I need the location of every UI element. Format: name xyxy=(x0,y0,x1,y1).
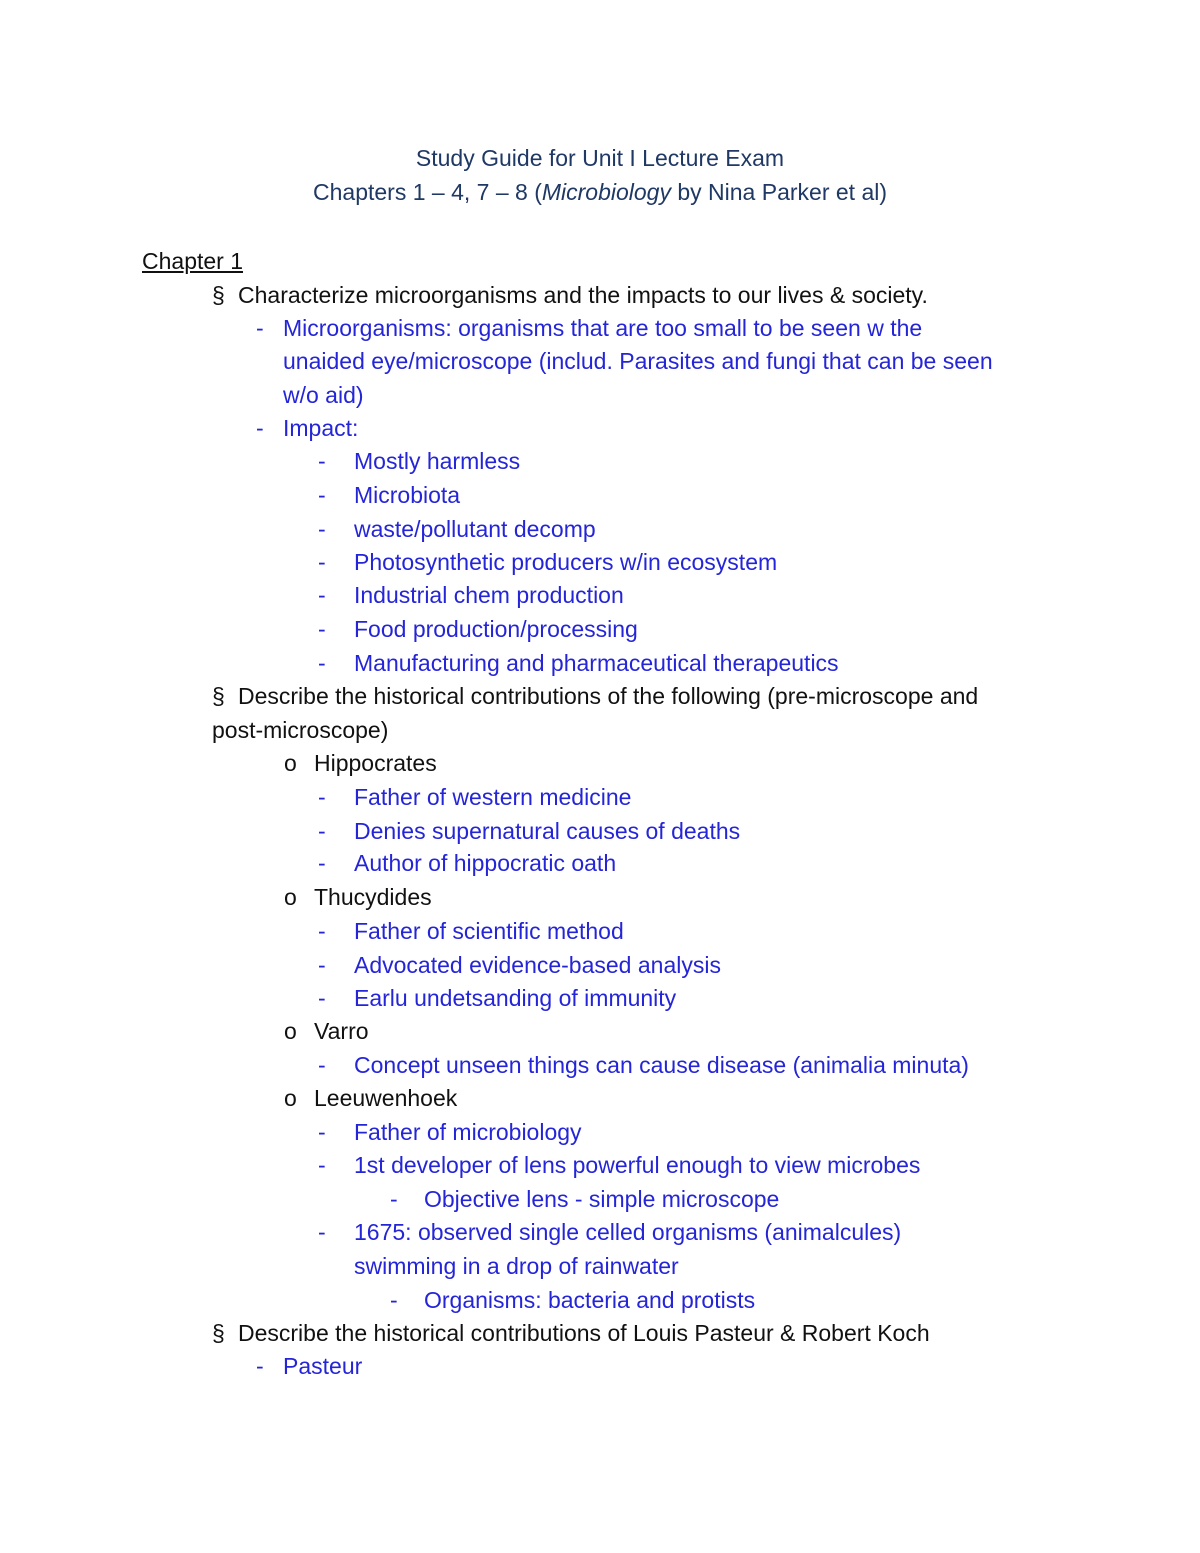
dash-marker: - xyxy=(256,315,264,341)
continuation-text: post-microscope) xyxy=(212,717,389,743)
item-text: Leeuwenhoek xyxy=(314,1085,458,1111)
dash-marker: - xyxy=(318,1119,326,1145)
dash-marker: - xyxy=(318,1219,326,1245)
doc-subtitle xyxy=(0,179,1200,206)
subtitle-prefix: Chapters 1 – 4, 7 – 8 ( xyxy=(313,179,542,205)
continuation-text: swimming in a drop of rainwater xyxy=(354,1253,679,1279)
item-text: Industrial chem production xyxy=(354,582,624,608)
subtitle-suffix: by Nina Parker et al) xyxy=(670,179,887,205)
item-text: Father of microbiology xyxy=(354,1119,582,1145)
item-text: Concept unseen things can cause disease (animalia minuta) xyxy=(354,1052,969,1078)
item-text: Food production/processing xyxy=(354,616,638,642)
chapter-heading: Chapter 1 xyxy=(142,248,244,274)
dash-marker: - xyxy=(318,448,326,474)
dash-marker: - xyxy=(256,415,264,441)
item-text: Describe the historical contributions of the following (pre-microscope and xyxy=(238,683,979,709)
dash-marker: - xyxy=(256,1353,264,1379)
sub-marker: o xyxy=(284,1018,297,1044)
item-text: Thucydides xyxy=(314,884,432,910)
dash-marker: - xyxy=(318,582,326,608)
dash-marker: - xyxy=(318,952,326,978)
item-text: Advocated evidence-based analysis xyxy=(354,952,721,978)
dash-marker: - xyxy=(318,918,326,944)
dash-marker: - xyxy=(318,985,326,1011)
item-text: Microbiota xyxy=(354,482,461,508)
item-text: Father of western medicine xyxy=(354,784,632,810)
item-text: Describe the historical contributions of Louis Pasteur & Robert Koch xyxy=(238,1320,930,1346)
dash-marker: - xyxy=(318,549,326,575)
continuation-text: w/o aid) xyxy=(283,382,364,408)
dash-marker: - xyxy=(318,482,326,508)
item-text: Hippocrates xyxy=(314,750,437,776)
dash-marker: - xyxy=(318,1152,326,1178)
item-text: Characterize microorganisms and the impacts to our lives & society. xyxy=(238,282,928,308)
section-marker: § xyxy=(212,282,225,308)
dash-marker: - xyxy=(318,1052,326,1078)
item-text: 1675: observed single celled organisms (animalcules) xyxy=(354,1219,902,1245)
sub-marker: o xyxy=(284,1085,297,1111)
item-text: Father of scientific method xyxy=(354,918,624,944)
dash-marker: - xyxy=(318,784,326,810)
item-text: Pasteur xyxy=(283,1353,363,1379)
item-text: Objective lens - simple microscope xyxy=(424,1186,780,1212)
book-title: Microbiology xyxy=(541,179,671,205)
item-text: Denies supernatural causes of deaths xyxy=(354,818,741,844)
dash-marker: - xyxy=(318,650,326,676)
dash-marker: - xyxy=(318,818,326,844)
sub-marker: o xyxy=(284,884,297,910)
section-marker: § xyxy=(212,683,225,709)
item-text: Mostly harmless xyxy=(354,448,521,474)
continuation-text: unaided eye/microscope (includ. Parasites and fungi that can be seen xyxy=(283,348,993,374)
doc-title: Study Guide for Unit I Lecture Exam xyxy=(415,145,785,171)
dash-marker: - xyxy=(390,1287,398,1313)
item-text: Varro xyxy=(314,1018,369,1044)
item-text: Microorganisms: organisms that are too small to be seen w the xyxy=(283,315,923,341)
item-text: Organisms: bacteria and protists xyxy=(424,1287,756,1313)
item-text: waste/pollutant decomp xyxy=(354,516,596,542)
section-marker: § xyxy=(212,1320,225,1346)
dash-marker: - xyxy=(390,1186,398,1212)
item-text: Photosynthetic producers w/in ecosystem xyxy=(354,549,778,575)
dash-marker: - xyxy=(318,516,326,542)
sub-marker: o xyxy=(284,750,297,776)
item-text: Author of hippocratic oath xyxy=(354,850,617,876)
item-text: Impact: xyxy=(283,415,359,441)
item-text: 1st developer of lens powerful enough to view microbes xyxy=(354,1152,921,1178)
dash-marker: - xyxy=(318,850,326,876)
item-text: Manufacturing and pharmaceutical therapeutics xyxy=(354,650,839,676)
item-text: Earlu undetsanding of immunity xyxy=(354,985,677,1011)
dash-marker: - xyxy=(318,616,326,642)
